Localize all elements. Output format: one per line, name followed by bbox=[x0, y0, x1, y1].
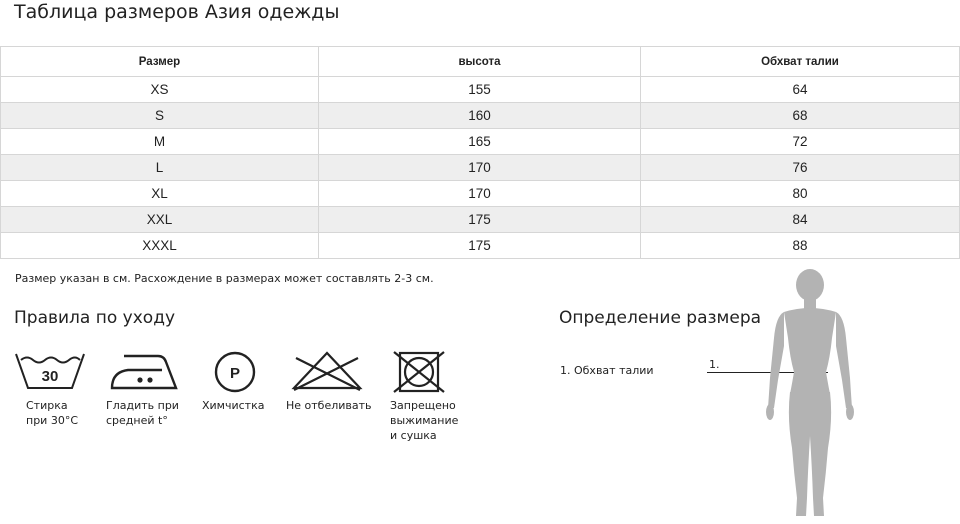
cell-height: 175 bbox=[319, 207, 641, 233]
care-label-bleach: Не отбеливать bbox=[286, 399, 372, 412]
table-row bbox=[1, 77, 960, 103]
table-row bbox=[1, 129, 960, 155]
dry-clean-p-icon bbox=[213, 350, 257, 394]
cell-waist: 88 bbox=[641, 233, 960, 259]
wash-temp-label: 30 bbox=[41, 368, 59, 385]
table-row bbox=[1, 233, 960, 259]
cell-waist: 68 bbox=[641, 103, 960, 129]
cell-size: L bbox=[1, 155, 319, 181]
cell-height: 160 bbox=[319, 103, 641, 129]
table-row bbox=[1, 103, 960, 129]
cell-waist: 84 bbox=[641, 207, 960, 233]
cell-height: 165 bbox=[319, 129, 641, 155]
care-label-dryclean: Химчистка bbox=[202, 399, 265, 412]
header-size: Размер bbox=[1, 47, 319, 77]
size-table bbox=[0, 46, 960, 259]
cell-height: 170 bbox=[319, 155, 641, 181]
cell-size: XS bbox=[1, 77, 319, 103]
iron-medium-icon bbox=[108, 350, 182, 392]
care-label-wash: Стирка при 30°С bbox=[26, 399, 78, 427]
cell-waist: 72 bbox=[641, 129, 960, 155]
dry-clean-letter: P bbox=[229, 365, 241, 382]
header-height: высота bbox=[319, 47, 641, 77]
cell-waist: 80 bbox=[641, 181, 960, 207]
care-label-wring: Запрещено выжимание и сушка bbox=[390, 399, 459, 442]
cell-waist: 76 bbox=[641, 155, 960, 181]
size-note: Размер указан в см. Расхождение в размерах может составлять 2-3 см. bbox=[15, 272, 434, 285]
no-wring-dry-icon bbox=[392, 350, 446, 394]
measure-heading: Определение размера bbox=[559, 308, 762, 328]
waist-marker-number: 1. bbox=[709, 358, 720, 371]
measure-item-waist: 1. Обхват талии bbox=[560, 364, 654, 377]
table-row bbox=[1, 155, 960, 181]
table-header-row bbox=[1, 47, 960, 77]
header-waist: Обхват талии bbox=[641, 47, 960, 77]
cell-size: M bbox=[1, 129, 319, 155]
table-row bbox=[1, 181, 960, 207]
no-bleach-icon bbox=[290, 350, 364, 392]
wash-30-icon bbox=[14, 350, 86, 392]
cell-size: S bbox=[1, 103, 319, 129]
care-label-iron: Гладить при средней t° bbox=[106, 399, 179, 427]
cell-height: 170 bbox=[319, 181, 641, 207]
cell-height: 155 bbox=[319, 77, 641, 103]
care-heading: Правила по уходу bbox=[14, 308, 176, 328]
cell-size: XL bbox=[1, 181, 319, 207]
cell-size: XXXL bbox=[1, 233, 319, 259]
cell-height: 175 bbox=[319, 233, 641, 259]
cell-size: XXL bbox=[1, 207, 319, 233]
body-silhouette bbox=[760, 268, 860, 524]
page-title: Таблица размеров Азия одежды bbox=[14, 1, 340, 23]
table-row bbox=[1, 207, 960, 233]
cell-waist: 64 bbox=[641, 77, 960, 103]
